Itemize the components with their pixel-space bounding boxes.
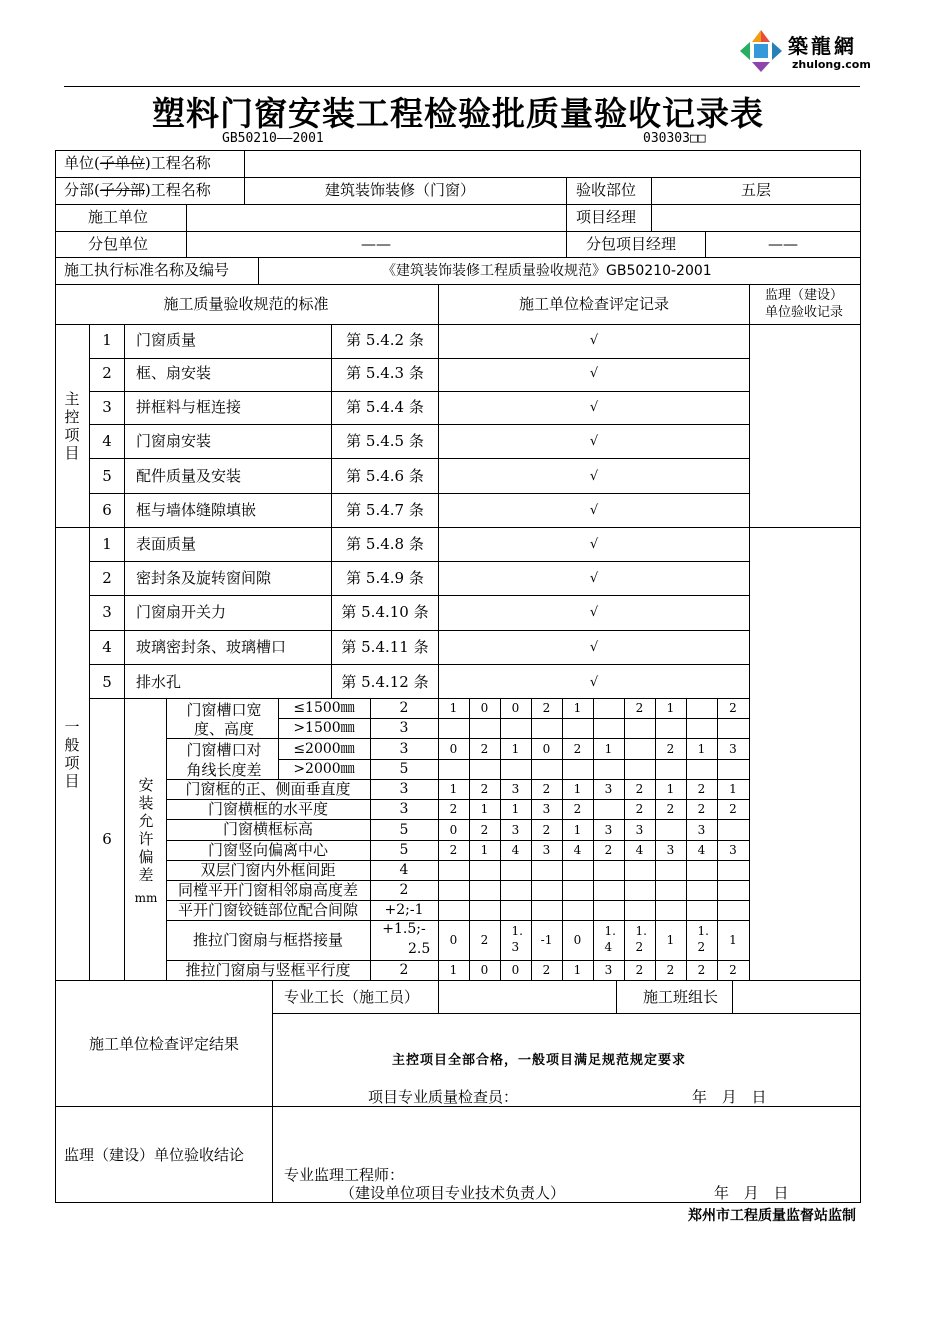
- project-manager-label: 项目经理: [576, 208, 637, 226]
- team-leader-label: 施工班组长: [643, 988, 719, 1006]
- tolerance-condition: >2000㎜: [293, 761, 355, 777]
- measured-value: 0: [511, 701, 520, 715]
- measured-value: 1: [449, 701, 458, 715]
- tolerance-allowance: 3: [399, 720, 409, 736]
- sub-project-label: 分部(子分部)工程名称: [64, 181, 211, 199]
- measured-value: 2: [666, 802, 675, 816]
- tolerance-item-name: 门窗框的正、侧面垂直度: [185, 779, 351, 798]
- measured-value: 3: [511, 822, 520, 837]
- measured-value: 2: [729, 963, 737, 977]
- page-title: 塑料门窗安装工程检验批质量验收记录表: [152, 94, 764, 133]
- tolerance-allowance-cont: 2.5: [408, 941, 431, 957]
- item-result: √: [589, 503, 599, 518]
- item-no: 5: [102, 673, 112, 691]
- tolerance-allowance: 4: [399, 862, 409, 878]
- item-result: √: [589, 537, 599, 552]
- measured-value: 3: [604, 782, 613, 796]
- measured-value: 2: [635, 963, 644, 977]
- measured-value: 3: [666, 843, 675, 857]
- measured-value: 1.4: [604, 924, 616, 954]
- spec-column-header: 施工质量验收规范的标准: [163, 295, 329, 313]
- tolerance-condition: ≤1500㎜: [293, 700, 355, 716]
- measured-value: 1: [729, 933, 737, 947]
- item-result: √: [589, 333, 599, 348]
- item-clause: 第 5.4.8 条: [346, 535, 424, 553]
- tolerance-item-name: 同樘平开门窗相邻扇高度差: [177, 880, 359, 899]
- item-clause: 第 5.4.5 条: [346, 432, 424, 450]
- measured-value: 2: [697, 802, 706, 816]
- item-no: 6: [102, 501, 112, 519]
- measured-value: 3: [729, 741, 737, 756]
- accept-part-label: 验收部位: [576, 181, 637, 199]
- measured-value: 4: [697, 843, 706, 857]
- measured-value: 2: [480, 782, 489, 796]
- measured-value: 0: [573, 933, 582, 947]
- logo-name: 築龍網: [788, 34, 857, 58]
- tolerance-item-name: 推拉门窗扇与框搭接量: [192, 930, 344, 949]
- measured-value: 2: [729, 802, 737, 816]
- item-clause: 第 5.4.12 条: [341, 673, 429, 691]
- item-result: √: [589, 366, 599, 381]
- measured-value: 2: [697, 963, 706, 977]
- tolerance-side-label: 安 装 允 许 偏 差: [138, 776, 154, 884]
- measured-value: 1: [697, 741, 706, 756]
- measured-value: 2: [480, 933, 489, 947]
- item-no: 1: [102, 331, 112, 349]
- item-name: 门窗扇安装: [136, 432, 212, 450]
- measured-value: 3: [697, 822, 706, 837]
- measured-value: 0: [449, 822, 458, 837]
- measured-value: 1.3: [511, 924, 523, 954]
- measured-value: 0: [511, 963, 520, 977]
- item-clause: 第 5.4.9 条: [346, 569, 424, 587]
- measured-value: 1: [573, 963, 582, 977]
- measured-value: 2: [666, 963, 675, 977]
- item-name: 排水孔: [136, 673, 182, 691]
- supervision-date-label: 年 月 日: [714, 1184, 789, 1202]
- measured-value: 0: [542, 741, 551, 756]
- measured-value: 2: [449, 843, 458, 857]
- item-clause: 第 5.4.6 条: [346, 467, 424, 485]
- tolerance-item-name: 双层门窗内外框间距: [200, 860, 336, 879]
- measured-value: 2: [480, 822, 489, 837]
- measured-value: 2: [697, 782, 706, 796]
- item-clause: 第 5.4.10 条: [341, 603, 429, 621]
- tolerance-allowance: +2;-1: [384, 902, 424, 918]
- supervisor-column-header-2: 单位验收记录: [764, 305, 844, 320]
- tolerance-item-name: 门窗横框标高: [222, 820, 314, 838]
- item-name: 拼框料与框连接: [136, 398, 242, 416]
- measured-value: 0: [480, 701, 489, 715]
- measured-value: 0: [449, 933, 458, 947]
- standard-label: 施工执行标准名称及编号: [64, 261, 230, 279]
- item-name: 门窗质量: [136, 331, 197, 349]
- measured-value: 2: [480, 741, 489, 756]
- item-no: 3: [102, 603, 112, 621]
- logo-site: zhulong.com: [792, 58, 871, 71]
- tolerance-unit: mm: [134, 891, 158, 905]
- measured-value: 1: [666, 782, 675, 796]
- tolerance-allowance: 5: [399, 761, 409, 777]
- measured-value: 2: [542, 782, 551, 796]
- quality-inspector-label: 项目专业质量检查员：: [368, 1088, 519, 1106]
- item-result: √: [589, 571, 599, 586]
- measured-value: 3: [635, 822, 644, 837]
- measured-value: 4: [635, 843, 644, 857]
- tolerance-condition: ≤2000㎜: [293, 740, 355, 757]
- measured-value: 2: [729, 701, 737, 715]
- measured-value: -1: [540, 933, 553, 947]
- measured-value: 1: [573, 701, 582, 715]
- measured-value: 2: [542, 701, 551, 715]
- item-name: 密封条及旋转窗间隙: [136, 569, 272, 587]
- measured-value: 3: [511, 782, 520, 796]
- measured-value: 1.2: [697, 924, 709, 954]
- item-clause: 第 5.4.4 条: [346, 398, 424, 416]
- measured-value: 3: [729, 843, 737, 857]
- check-column-header: 施工单位检查评定记录: [518, 295, 670, 313]
- sub-project-manager-label: 分包项目经理: [586, 235, 677, 253]
- measured-value: 1: [666, 701, 675, 715]
- measured-value: 1: [449, 963, 458, 977]
- measured-value: 0: [480, 963, 489, 977]
- item-name: 框、扇安装: [136, 364, 212, 382]
- tolerance-allowance: 5: [399, 842, 409, 858]
- measured-value: 1: [480, 843, 489, 857]
- measured-value: 2: [604, 843, 613, 857]
- measured-value: 2: [542, 822, 551, 837]
- standard-value: 《建筑装饰装修工程质量验收规范》GB50210-2001: [382, 263, 712, 279]
- measured-value: 1: [480, 802, 489, 816]
- item-name: 玻璃密封条、玻璃槽口: [136, 638, 287, 656]
- measured-value: 2: [573, 802, 582, 816]
- contractor-label: 施工单位: [88, 208, 149, 226]
- item-no: 5: [102, 467, 112, 485]
- accept-part-value: 五层: [740, 181, 772, 199]
- tolerance-item-name: 门窗横框的水平度: [207, 799, 329, 818]
- tolerance-allowance: 3: [399, 781, 409, 797]
- measured-value: 1: [449, 782, 458, 796]
- item-no: 4: [102, 432, 112, 450]
- measured-value: 1: [729, 782, 737, 796]
- owner-tech-lead-label: （建设单位项目专业技术负责人）: [340, 1184, 566, 1202]
- width-height-label-2: 度、高度: [193, 720, 255, 738]
- measured-value: 0: [449, 741, 458, 756]
- general-group-label: 一 般 项 目: [64, 718, 80, 790]
- measured-value: 3: [542, 802, 551, 816]
- tolerance-allowance: 3: [399, 740, 409, 757]
- measured-value: 2: [635, 701, 644, 715]
- item-name: 表面质量: [136, 535, 197, 553]
- item-result: √: [589, 675, 599, 690]
- item-result: √: [589, 434, 599, 449]
- tolerance-allowance: +1.5;-: [382, 921, 426, 937]
- item-result: √: [589, 605, 599, 620]
- diagonal-label-2: 角线长度差: [186, 761, 262, 779]
- standard-code: GB50210——2001: [222, 131, 324, 146]
- item-clause: 第 5.4.2 条: [346, 331, 424, 349]
- tolerance-item-name: 平开门窗铰链部位配合间隙: [177, 900, 359, 919]
- item-clause: 第 5.4.11 条: [341, 638, 429, 656]
- sub-project-manager-value: ——: [768, 235, 798, 253]
- measured-value: 1: [511, 741, 520, 756]
- item-name: 配件质量及安装: [136, 467, 242, 485]
- measured-value: 2: [449, 802, 458, 816]
- item-no: 2: [102, 364, 112, 382]
- measured-value: 1: [573, 782, 582, 796]
- contractor-result-label: 施工单位检查评定结果: [88, 1035, 240, 1053]
- item-no: 1: [102, 535, 112, 553]
- measured-value: 2: [573, 741, 582, 756]
- measured-value: 4: [511, 843, 520, 857]
- measured-value: 2: [666, 741, 675, 756]
- contractor-conclusion: 主控项目全部合格，一般项目满足规范规定要求: [392, 1053, 687, 1068]
- subcontractor-label: 分包单位: [88, 235, 149, 253]
- issuer-footer: 郑州市工程质量监督站监制: [688, 1208, 856, 1224]
- supervisor-column-header-1: 监理（建设）: [764, 288, 844, 303]
- measured-value: 1.2: [635, 924, 647, 954]
- measured-value: 2: [635, 782, 644, 796]
- item-no: 2: [102, 569, 112, 587]
- measured-value: 1: [604, 741, 613, 756]
- item-no: 3: [102, 398, 112, 416]
- supervising-engineer-label: 专业监理工程师：: [284, 1166, 405, 1184]
- measured-value: 2: [635, 802, 644, 816]
- contractor-date-label: 年 月 日: [692, 1088, 767, 1106]
- tolerance-condition: >1500㎜: [293, 720, 355, 736]
- measured-value: 4: [573, 843, 582, 857]
- main-control-group-label: 主 控 项 目: [64, 390, 80, 462]
- item-clause: 第 5.4.3 条: [346, 364, 424, 382]
- measured-value: 3: [604, 963, 613, 977]
- subcontractor-value: ——: [361, 235, 391, 253]
- tolerance-allowance: 2: [399, 700, 409, 716]
- item-name: 框与墙体缝隙填嵌: [136, 501, 257, 519]
- tolerance-item-no: 6: [102, 830, 112, 848]
- unit-project-label: 单位(子单位)工程名称: [64, 154, 211, 172]
- measured-value: 2: [542, 963, 551, 977]
- item-result: √: [589, 469, 599, 484]
- tolerance-item-name: 门窗竖向偏离中心: [207, 840, 329, 859]
- tolerance-allowance: 2: [399, 962, 409, 978]
- measured-value: 1: [573, 822, 582, 837]
- tolerance-allowance: 3: [399, 801, 409, 817]
- item-result: √: [589, 640, 599, 655]
- measured-value: 1: [666, 933, 675, 947]
- item-result: √: [589, 400, 599, 415]
- form-code: 030303□□: [643, 131, 706, 146]
- measured-value: 3: [542, 843, 551, 857]
- foreman-label: 专业工长（施工员）: [284, 988, 420, 1006]
- measured-value: 1: [511, 802, 520, 816]
- item-clause: 第 5.4.7 条: [346, 501, 424, 519]
- measured-value: 3: [604, 822, 613, 837]
- tolerance-allowance: 2: [399, 882, 409, 898]
- item-name: 门窗扇开关力: [136, 603, 227, 621]
- supervision-conclusion-label: 监理（建设）单位验收结论: [64, 1146, 245, 1164]
- width-height-label-1: 门窗槽口宽: [186, 701, 262, 719]
- tolerance-item-name: 推拉门窗扇与竖框平行度: [185, 960, 351, 979]
- diagonal-label-1: 门窗槽口对: [186, 741, 262, 759]
- item-no: 4: [102, 638, 112, 656]
- tolerance-allowance: 5: [399, 821, 409, 838]
- sub-project-value: 建筑装饰装修（门窗）: [324, 181, 476, 199]
